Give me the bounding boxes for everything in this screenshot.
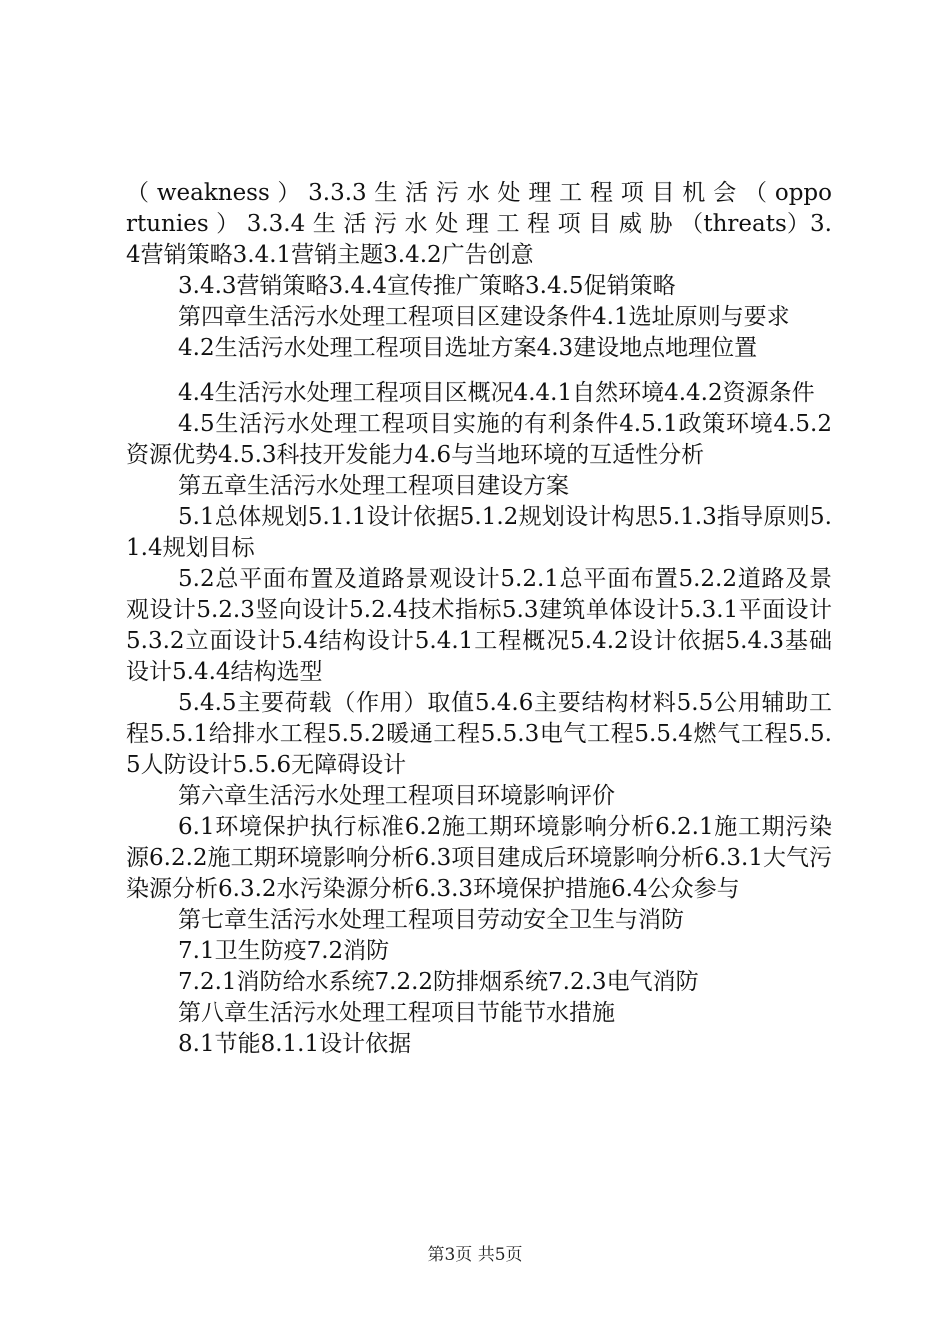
paragraph-health-fire: 7.1卫生防疫7.2消防: [178, 938, 390, 964]
document-body: [126, 178, 832, 1060]
paragraph-chapter-8: 第八章生活污水处理工程项目节能节水措施: [178, 1000, 615, 1026]
paragraph-chapter-6: 第六章生活污水处理工程项目环境影响评价: [178, 783, 615, 809]
paragraph-energy-saving: 8.1节能8.1.1设计依据: [178, 1031, 412, 1057]
paragraph-chapter-5: 第五章生活污水处理工程项目建设方案: [178, 473, 569, 499]
page-footer: 第3页 共5页: [427, 1245, 523, 1265]
paragraph-chapter-4: 第四章生活污水处理工程项目区建设条件4.1选址原则与要求: [178, 304, 790, 330]
paragraph-swot: （ weakness ） 3.3.3 生 活 污 水 处 理 工 程 项 目 机 会 （ opportunies ） 3.3.4 生 活 污 水 处 理 工 程 项 目 威 胁 （threats）3.4营销策略3.4.1营销主题3.4.2广告创意: [126, 180, 832, 268]
paragraph-overall-planning: 5.1总体规划5.1.1设计依据5.1.2规划设计构思5.1.3指导原则5.1.4规划目标: [126, 504, 832, 561]
paragraph-site-selection: 4.2生活污水处理工程项目选址方案4.3建设地点地理位置: [178, 335, 758, 361]
paragraph-chapter-7: 第七章生活污水处理工程项目劳动安全卫生与消防: [178, 907, 684, 933]
paragraph-area-overview: 4.4生活污水处理工程项目区概况4.4.1自然环境4.4.2资源条件: [178, 380, 815, 406]
paragraph-marketing: 3.4.3营销策略3.4.4宣传推广策略3.4.5促销策略: [178, 273, 676, 299]
paragraph-utilities: 5.4.5主要荷载（作用）取值5.4.6主要结构材料5.5公用辅助工程5.5.1给排水工程5.5.2暖通工程5.5.3电气工程5.5.4燃气工程5.5.5人防设计5.5.6无障碍设计: [126, 690, 832, 778]
paragraph-layout-design: 5.2总平面布置及道路景观设计5.2.1总平面布置5.2.2道路及景观设计5.2.3竖向设计5.2.4技术指标5.3建筑单体设计5.3.1平面设计5.3.2立面设计5.4结构设计5.4.1工程概况5.4.2设计依据5.4.3基础设计5.4.4结构选型: [126, 566, 832, 685]
paragraph-favorable-conditions: 4.5生活污水处理工程项目实施的有利条件4.5.1政策环境4.5.2资源优势4.5.3科技开发能力4.6与当地环境的互适性分析: [126, 411, 832, 468]
paragraph-fire-systems: 7.2.1消防给水系统7.2.2防排烟系统7.2.3电气消防: [178, 969, 699, 995]
blank-line: [126, 364, 832, 378]
paragraph-environment: 6.1环境保护执行标准6.2施工期环境影响分析6.2.1施工期污染源6.2.2施工期环境影响分析6.3项目建成后环境影响分析6.3.1大气污染源分析6.3.2水污染源分析6.3.3环境保护措施6.4公众参与: [126, 814, 832, 902]
